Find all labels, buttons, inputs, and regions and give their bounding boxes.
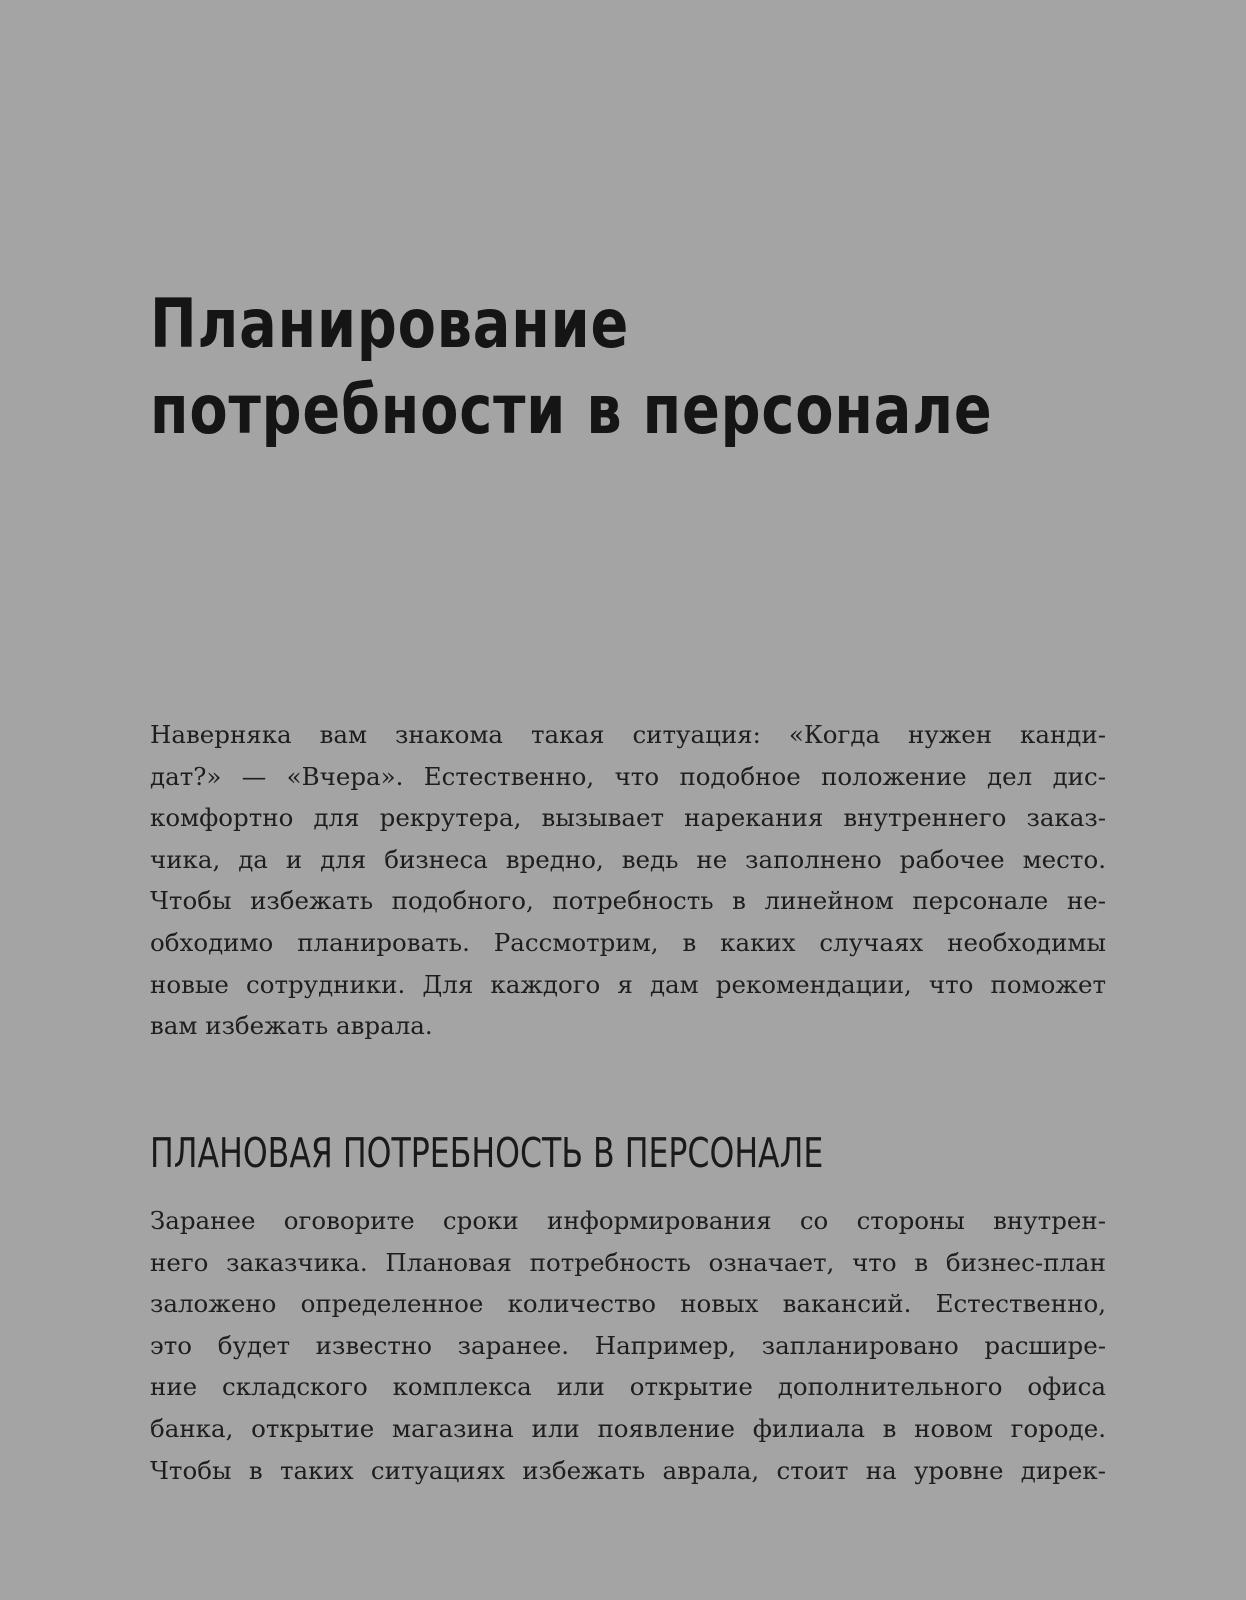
section-paragraph xyxy=(150,1200,1106,1491)
text-line: дат?» — «Вчера». Естественно, что подобное положение дел дис- xyxy=(150,761,1106,791)
text-line: чика, да и для бизнеса вредно, ведь не заполнено рабочее место. xyxy=(150,844,1106,874)
text-line: банка, открытие магазина или появление филиала в новом городе. xyxy=(150,1413,1106,1443)
intro-paragraph xyxy=(150,714,1106,1047)
text-line: Чтобы избежать подобного, потребность в линейном персонале не- xyxy=(150,886,1106,916)
text-line: обходимо планировать. Рассмотрим, в каких случаях необходимы xyxy=(150,927,1106,957)
text-line: ние складского комплекса или открытие дополнительного офиса xyxy=(150,1372,1106,1402)
chapter-title-line: потребности в персонале xyxy=(150,371,993,450)
text-line: Заранее оговорите сроки информирования со стороны внутрен- xyxy=(150,1206,1106,1235)
text-line: Чтобы в таких ситуациях избежать аврала, стоит на уровне дирек- xyxy=(150,1455,1106,1485)
chapter-title xyxy=(150,282,993,454)
text-line: вам избежать аврала. xyxy=(150,1011,433,1041)
text-line: заложено определенное количество новых вакансий. Естественно, xyxy=(150,1289,1106,1319)
text-line: это будет известно заранее. Например, запланировано расшире- xyxy=(150,1330,1106,1360)
text-line: новые сотрудники. Для каждого я дам рекомендации, что поможет xyxy=(150,969,1106,999)
text-line: него заказчика. Плановая потребность означает, что в бизнес-план xyxy=(150,1247,1106,1277)
chapter-title-line: Планирование xyxy=(150,285,630,364)
text-line: Наверняка вам знакома такая ситуация: «Когда нужен канди- xyxy=(150,720,1106,749)
text-line: комфортно для рекрутера, вызывает нарекания внутреннего заказ- xyxy=(150,803,1106,833)
section-heading: ПЛАНОВАЯ ПОТРЕБНОСТЬ В ПЕРСОНАЛЕ xyxy=(150,1129,824,1177)
